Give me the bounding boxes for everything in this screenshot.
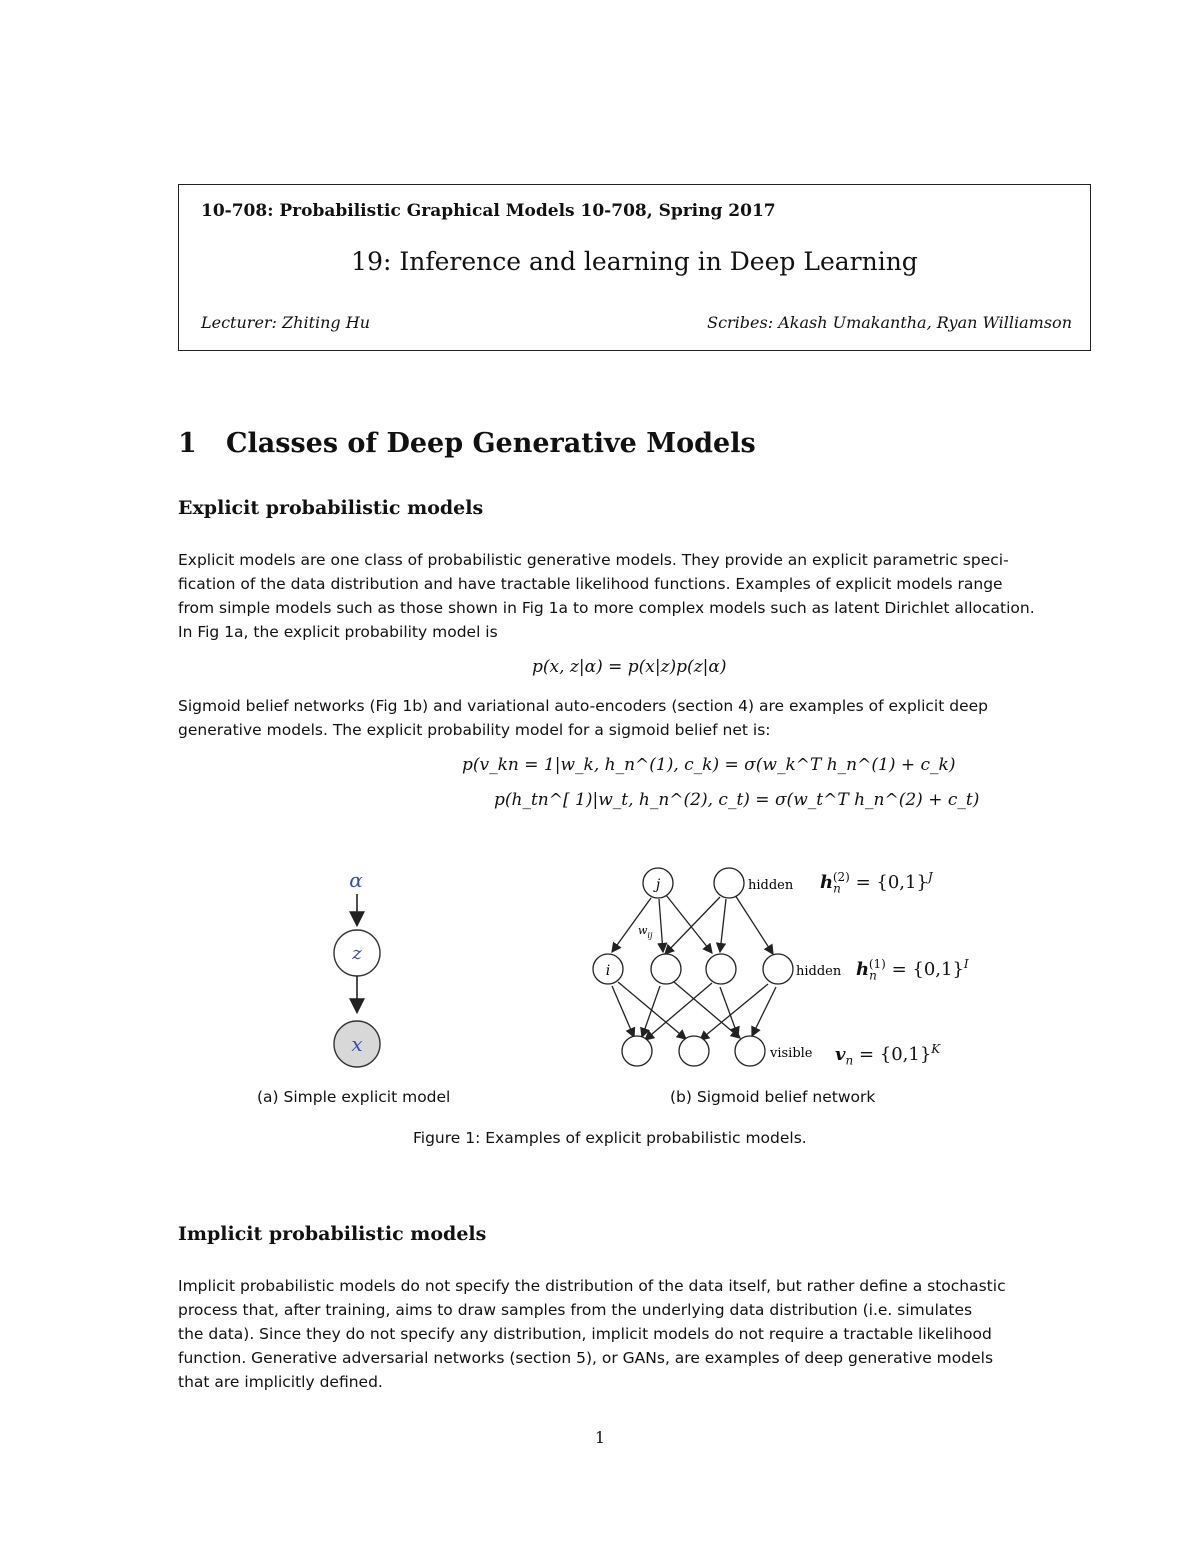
x-node-label: x (351, 1032, 363, 1056)
section-title: Classes of Deep Generative Models (226, 428, 756, 459)
edge-weight-label: $w_{ij}$ (638, 924, 653, 940)
section-number: 1 (178, 428, 197, 459)
subsection-explicit-heading: Explicit probabilistic models (178, 497, 484, 519)
hidden-mid-label: hidden (796, 964, 842, 979)
hidden-top-label: hidden (748, 878, 794, 893)
figure-1a-caption: (a) Simple explicit model (257, 1088, 451, 1106)
edge (674, 982, 740, 1038)
text-line: Sigmoid belief networks (Fig 1b) and variational auto-encoders (section 4) are examples of explicit deep (178, 697, 988, 715)
subsection-implicit-heading: Implicit probabilistic models (178, 1223, 487, 1245)
figure-1b-caption: (b) Sigmoid belief network (670, 1088, 876, 1106)
text-line: Implicit probabilistic models do not specify the distribution of the data itself, but rather define a stochastic (178, 1277, 1006, 1295)
lecture-header-box (178, 184, 1091, 351)
hidden1-node (706, 954, 736, 984)
visible-node (735, 1036, 765, 1066)
text-line: from simple models such as those shown in Fig 1a to more complex models such as latent Dirichlet allocation. (178, 599, 1035, 617)
edge (645, 983, 712, 1040)
lecturer: Lecturer: Zhiting Hu (201, 313, 371, 332)
edge (612, 986, 634, 1037)
hidden1-node (763, 954, 793, 984)
section-heading (178, 428, 756, 459)
h2-layer-definition: $h_n^{(2)} = \{0,1\}^J$ (820, 870, 933, 896)
visible-label: visible (770, 1046, 813, 1061)
figure-1-caption: Figure 1: Examples of explicit probabilistic models. (413, 1129, 807, 1147)
edge (735, 895, 773, 954)
equation-joint: p(x, z|α) = p(x|z)p(z|α) (532, 657, 727, 677)
edge (666, 895, 712, 953)
alpha-node-label: α (349, 868, 363, 892)
z-node-label: z (352, 943, 362, 964)
equation-sigmoid-hidden: p(h_tn^[ 1)|w_t, h_n^(2), c_t) = σ(w_t^T h_n^(2) + c_t) (494, 790, 980, 810)
scribes: Scribes: Akash Umakantha, Ryan Williamson (707, 313, 1072, 332)
h1-layer-definition: $h_n^{(1)} = \{0,1\}^I$ (856, 957, 969, 983)
text-line: In Fig 1a, the explicit probability model is (178, 623, 498, 641)
visible-node (622, 1036, 652, 1066)
text-line: generative models. The explicit probability model for a sigmoid belief net is: (178, 721, 771, 739)
node-j-label: j (655, 877, 661, 893)
implicit-paragraph (178, 1274, 1094, 1394)
text-line: process that, after training, aims to draw samples from the underlying data distribution (i.e. simulates (178, 1301, 973, 1319)
edge (665, 897, 720, 954)
explicit-paragraph-2 (178, 694, 1094, 742)
course-title: 10-708: Probabilistic Graphical Models 10-708, Spring 2017 (201, 201, 776, 221)
explicit-paragraph-1 (178, 548, 1094, 644)
edge (659, 899, 663, 952)
v-layer-definition: $v_n = \{0,1\}^K$ (835, 1042, 941, 1068)
lecture-title: 19: Inference and learning in Deep Learning (351, 247, 918, 276)
figure-1a-diagram (320, 862, 400, 1072)
text-line: function. Generative adversarial networks (section 5), or GANs, are examples of deep generative models (178, 1349, 994, 1367)
page-number: 1 (594, 1428, 606, 1447)
equation-sigmoid-visible: p(v_kn = 1|w_k, h_n^(1), c_k) = σ(w_k^T h_n^(1) + c_k) (462, 755, 956, 775)
hidden1-node (651, 954, 681, 984)
text-line: that are implicitly defined. (178, 1373, 383, 1391)
node-i-label: i (605, 963, 611, 979)
text-line: the data). Since they do not specify any distribution, implicit models do not require a tractable likelihood (178, 1325, 992, 1343)
visible-node (679, 1036, 709, 1066)
text-line: fication of the data distribution and have tractable likelihood functions. Examples of explicit models range (178, 575, 1003, 593)
text-line: Explicit models are one class of probabilistic generative models. They provide an explicit parametric speci- (178, 551, 1009, 569)
edge (720, 899, 726, 952)
hidden2-node (714, 868, 744, 898)
